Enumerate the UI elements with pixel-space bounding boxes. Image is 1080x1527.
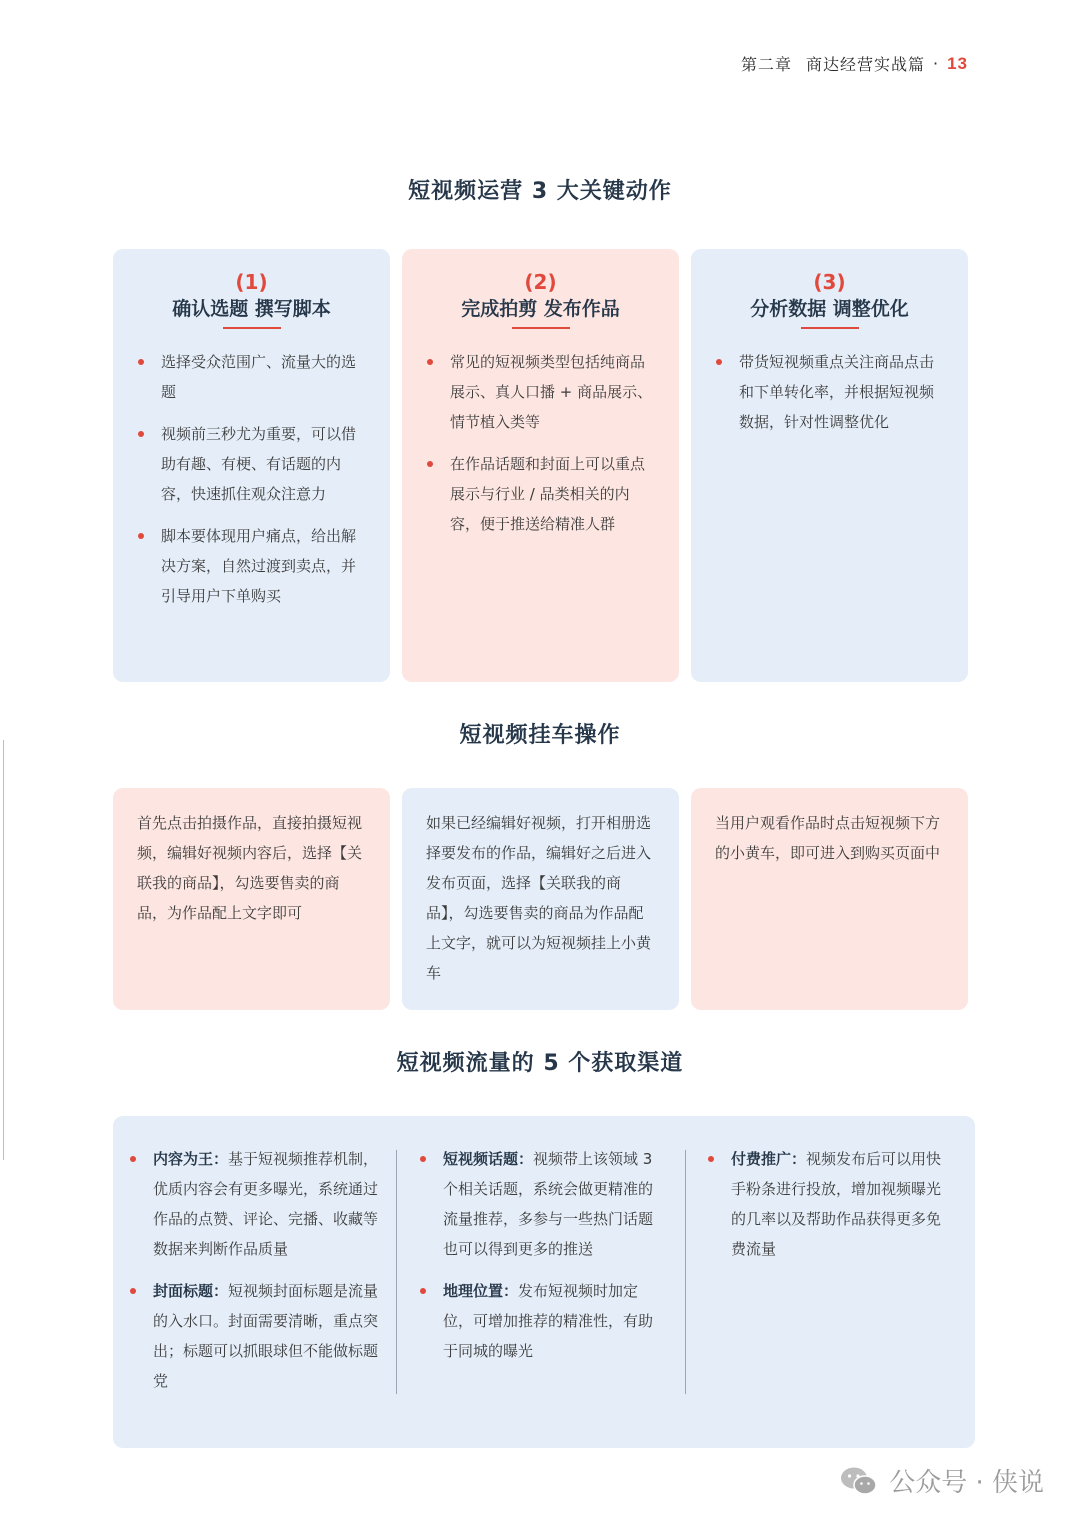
list-item xyxy=(731,1144,955,1264)
wechat-icon xyxy=(839,1465,879,1497)
card-text: 首先点击拍摄作品，直接拍摄短视频，编辑好视频内容后，选择【关联我的商品】，勾选要售卖的商品，为作品配上文字即可 xyxy=(137,814,363,922)
action-card-2 xyxy=(402,249,679,682)
channel-text: 发布短视频时加定位，可增加推荐的精准性，有助于同城的曝光 xyxy=(443,1282,654,1360)
card-number: (1) xyxy=(235,270,268,294)
bullet-list xyxy=(403,1144,667,1366)
cart-step-card-1 xyxy=(113,788,390,1010)
card-number: (3) xyxy=(813,270,846,294)
channel-text: 短视频封面标题是流量的入水口。封面需要清晰，重点突出；标题可以抓眼球但不能做标题党 xyxy=(153,1282,379,1390)
card-title: 确认选题 撰写脚本 xyxy=(172,298,331,320)
bullet-list xyxy=(691,347,968,437)
bullet-list xyxy=(113,1144,379,1396)
channel-column-1 xyxy=(113,1144,379,1408)
channel-column-3 xyxy=(691,1144,955,1276)
list-item: 视频前三秒尤为重要，可以借助有趣、有梗、有话题的内容，快速抓住观众注意力 xyxy=(161,419,368,509)
channel-label: 短视频话题： xyxy=(443,1150,534,1168)
section-title-key-actions: 短视频运营 3 大关键动作 xyxy=(408,179,672,204)
channel-label: 地理位置： xyxy=(443,1282,519,1300)
cart-step-card-2 xyxy=(402,788,679,1010)
card-title: 完成拍剪 发布作品 xyxy=(461,298,620,320)
list-item xyxy=(153,1276,379,1396)
channel-label: 封面标题： xyxy=(153,1282,229,1300)
section-title-cart-operation: 短视频挂车操作 xyxy=(459,723,621,748)
list-item: 脚本要体现用户痛点，给出解决方案，自然过渡到卖点，并引导用户下单购买 xyxy=(161,521,368,611)
list-item: 选择受众范围广、流量大的选题 xyxy=(161,347,368,407)
list-item xyxy=(443,1144,667,1264)
section-title-traffic-channels: 短视频流量的 5 个获取渠道 xyxy=(396,1051,684,1076)
traffic-channels-panel xyxy=(113,1116,975,1448)
chapter-title: 商达经营实战篇 xyxy=(805,55,925,74)
list-item: 带货短视频重点关注商品点击和下单转化率，并根据短视频数据，针对性调整优化 xyxy=(739,347,946,437)
channel-text: 基于短视频推荐机制，优质内容会有更多曝光，系统通过作品的点赞、评论、完播、收藏等数据来判断作品质量 xyxy=(153,1150,379,1258)
card-title: 分析数据 调整优化 xyxy=(750,298,909,320)
title-underline xyxy=(223,327,281,329)
channel-label: 内容为王： xyxy=(153,1150,229,1168)
column-divider xyxy=(396,1150,397,1394)
action-card-1 xyxy=(113,249,390,682)
card-number: (2) xyxy=(524,270,557,294)
card-text: 当用户观看作品时点击短视频下方的小黄车，即可进入到购买页面中 xyxy=(715,814,941,862)
running-header xyxy=(741,52,968,75)
list-item: 在作品话题和封面上可以重点展示与行业 / 品类相关的内容，便于推送给精准人群 xyxy=(450,449,657,539)
chapter-label: 第二章 xyxy=(740,55,792,74)
page-edge-rule xyxy=(3,740,4,1160)
title-underline xyxy=(512,327,570,329)
bullet-list xyxy=(113,347,390,611)
list-item: 常见的短视频类型包括纯商品展示、真人口播 + 商品展示、情节植入类等 xyxy=(450,347,657,437)
list-item xyxy=(443,1276,667,1366)
watermark xyxy=(839,1462,1044,1499)
page-number: 13 xyxy=(947,53,968,73)
channel-text: 视频发布后可以用快手粉条进行投放，增加视频曝光的几率以及帮助作品获得更多免费流量 xyxy=(731,1150,942,1258)
action-card-3 xyxy=(691,249,968,682)
list-item xyxy=(153,1144,379,1264)
bullet-list xyxy=(691,1144,955,1264)
header-dot: · xyxy=(932,54,940,73)
channel-label: 付费推广： xyxy=(731,1150,807,1168)
watermark-text: 公众号 · 侠说 xyxy=(889,1468,1044,1498)
channel-column-2 xyxy=(403,1144,667,1378)
title-underline xyxy=(801,327,859,329)
column-divider xyxy=(685,1150,686,1394)
cart-step-card-3 xyxy=(691,788,968,1010)
channel-text: 视频带上该领域 3 个相关话题，系统会做更精准的流量推荐，多参与一些热门话题也可以得到更多的推送 xyxy=(443,1150,654,1258)
card-text: 如果已经编辑好视频，打开相册选择要发布的作品，编辑好之后进入发布页面，选择【关联我的商品】，勾选要售卖的商品为作品配上文字，就可以为短视频挂上小黄车 xyxy=(426,814,652,982)
bullet-list xyxy=(402,347,679,539)
